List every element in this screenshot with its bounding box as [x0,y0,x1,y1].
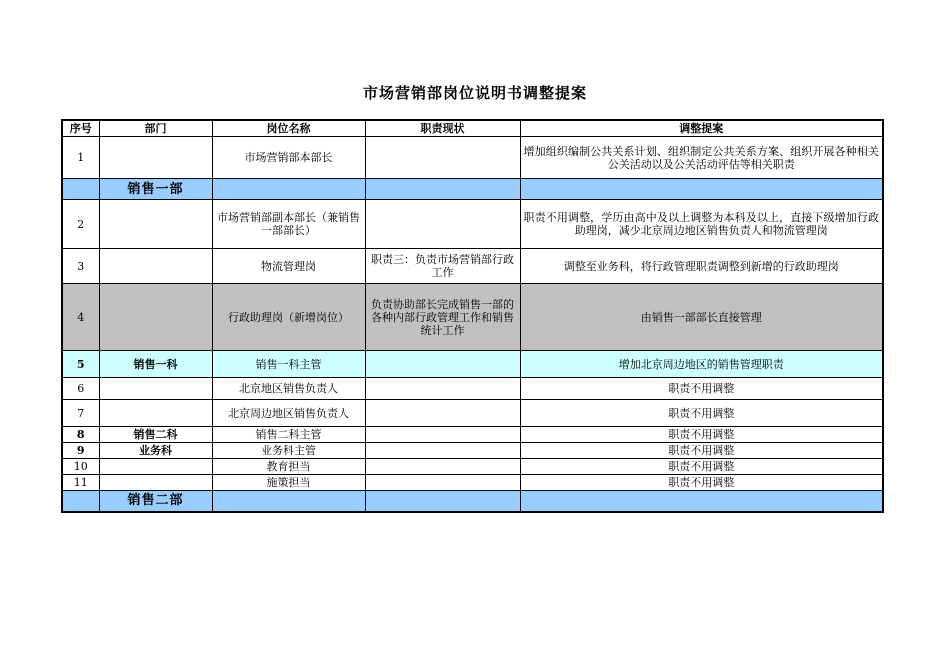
table-row [62,443,883,459]
cell-no: 8 [62,427,99,443]
cell-dept [99,400,212,427]
cell-current [365,378,520,400]
cell-post: 销售二科主管 [212,427,365,443]
cell-current: 职责三：负责市场营销部行政工作 [365,249,520,284]
cell-post: 业务科主管 [212,443,365,459]
cell-no: 3 [62,249,99,284]
cell-post: 行政助理岗（新增岗位） [212,284,365,351]
table-row [62,427,883,443]
cell-no: 9 [62,443,99,459]
cell-dept [99,284,212,351]
cell-no: 2 [62,200,99,249]
cell-dept [99,475,212,491]
header-proposal: 调整提案 [520,120,883,137]
cell-post: 市场营销部副本部长（兼销售一部部长） [212,200,365,249]
table-row [62,378,883,400]
cell-proposal: 职责不用调整 [520,427,883,443]
cell-proposal: 职责不用调整 [520,378,883,400]
cell-post: 教育担当 [212,459,365,475]
cell-post: 市场营销部本部长 [212,137,365,179]
cell-proposal: 职责不用调整 [520,400,883,427]
cell-post: 物流管理岗 [212,249,365,284]
cell-no [62,491,99,512]
cell-current [365,179,520,200]
table-row [62,137,883,179]
position-adjustment-table [61,119,884,513]
table-row [62,459,883,475]
cell-current [365,443,520,459]
header-dept: 部门 [99,120,212,137]
cell-post [212,179,365,200]
cell-post: 北京周边地区销售负责人 [212,400,365,427]
cell-dept [99,378,212,400]
page-title: 市场营销部岗位说明书调整提案 [362,84,587,102]
cell-no [62,179,99,200]
cell-proposal: 职责不用调整 [520,459,883,475]
cell-post: 销售一科主管 [212,351,365,378]
header-post: 岗位名称 [212,120,365,137]
header-current: 职责现状 [365,120,520,137]
cell-proposal: 职责不用调整，学历由高中及以上调整为本科及以上，直接下级增加行政助理岗，减少北京周边地区销售负责人和物流管理岗 [520,200,883,249]
cell-proposal: 增加北京周边地区的销售管理职责 [520,351,883,378]
table-row [62,284,883,351]
cell-proposal: 调整至业务科，将行政管理职责调整到新增的行政助理岗 [520,249,883,284]
table-row [62,475,883,491]
cell-dept [99,249,212,284]
table-row [62,351,883,378]
cell-proposal: 职责不用调整 [520,475,883,491]
cell-current [365,351,520,378]
cell-dept [99,200,212,249]
cell-proposal [520,491,883,512]
cell-post [212,491,365,512]
section-row [62,179,883,200]
cell-current [365,137,520,179]
cell-dept: 销售二科 [99,427,212,443]
cell-proposal [520,179,883,200]
header-no: 序号 [62,120,99,137]
cell-post: 施策担当 [212,475,365,491]
cell-current [365,427,520,443]
cell-current [365,459,520,475]
table-header-row [62,120,883,137]
section-row [62,491,883,512]
cell-no: 10 [62,459,99,475]
cell-no: 4 [62,284,99,351]
cell-proposal: 职责不用调整 [520,443,883,459]
section-dept: 销售一部 [99,179,212,200]
cell-dept [99,137,212,179]
cell-no: 6 [62,378,99,400]
cell-current: 负责协助部长完成销售一部的各种内部行政管理工作和销售统计工作 [365,284,520,351]
cell-proposal: 由销售一部部长直接管理 [520,284,883,351]
section-dept: 销售二部 [99,491,212,512]
cell-current [365,491,520,512]
cell-no: 5 [62,351,99,378]
cell-current [365,200,520,249]
cell-no: 7 [62,400,99,427]
cell-current [365,475,520,491]
cell-current [365,400,520,427]
cell-dept: 销售一科 [99,351,212,378]
cell-no: 11 [62,475,99,491]
cell-dept: 业务科 [99,443,212,459]
cell-dept [99,459,212,475]
table-row [62,249,883,284]
cell-post: 北京地区销售负责人 [212,378,365,400]
table-row [62,200,883,249]
cell-proposal: 增加组织编制公共关系计划、组织制定公共关系方案、组织开展各种相关公关活动以及公关活动评估等相关职责 [520,137,883,179]
table-row [62,400,883,427]
cell-no: 1 [62,137,99,179]
